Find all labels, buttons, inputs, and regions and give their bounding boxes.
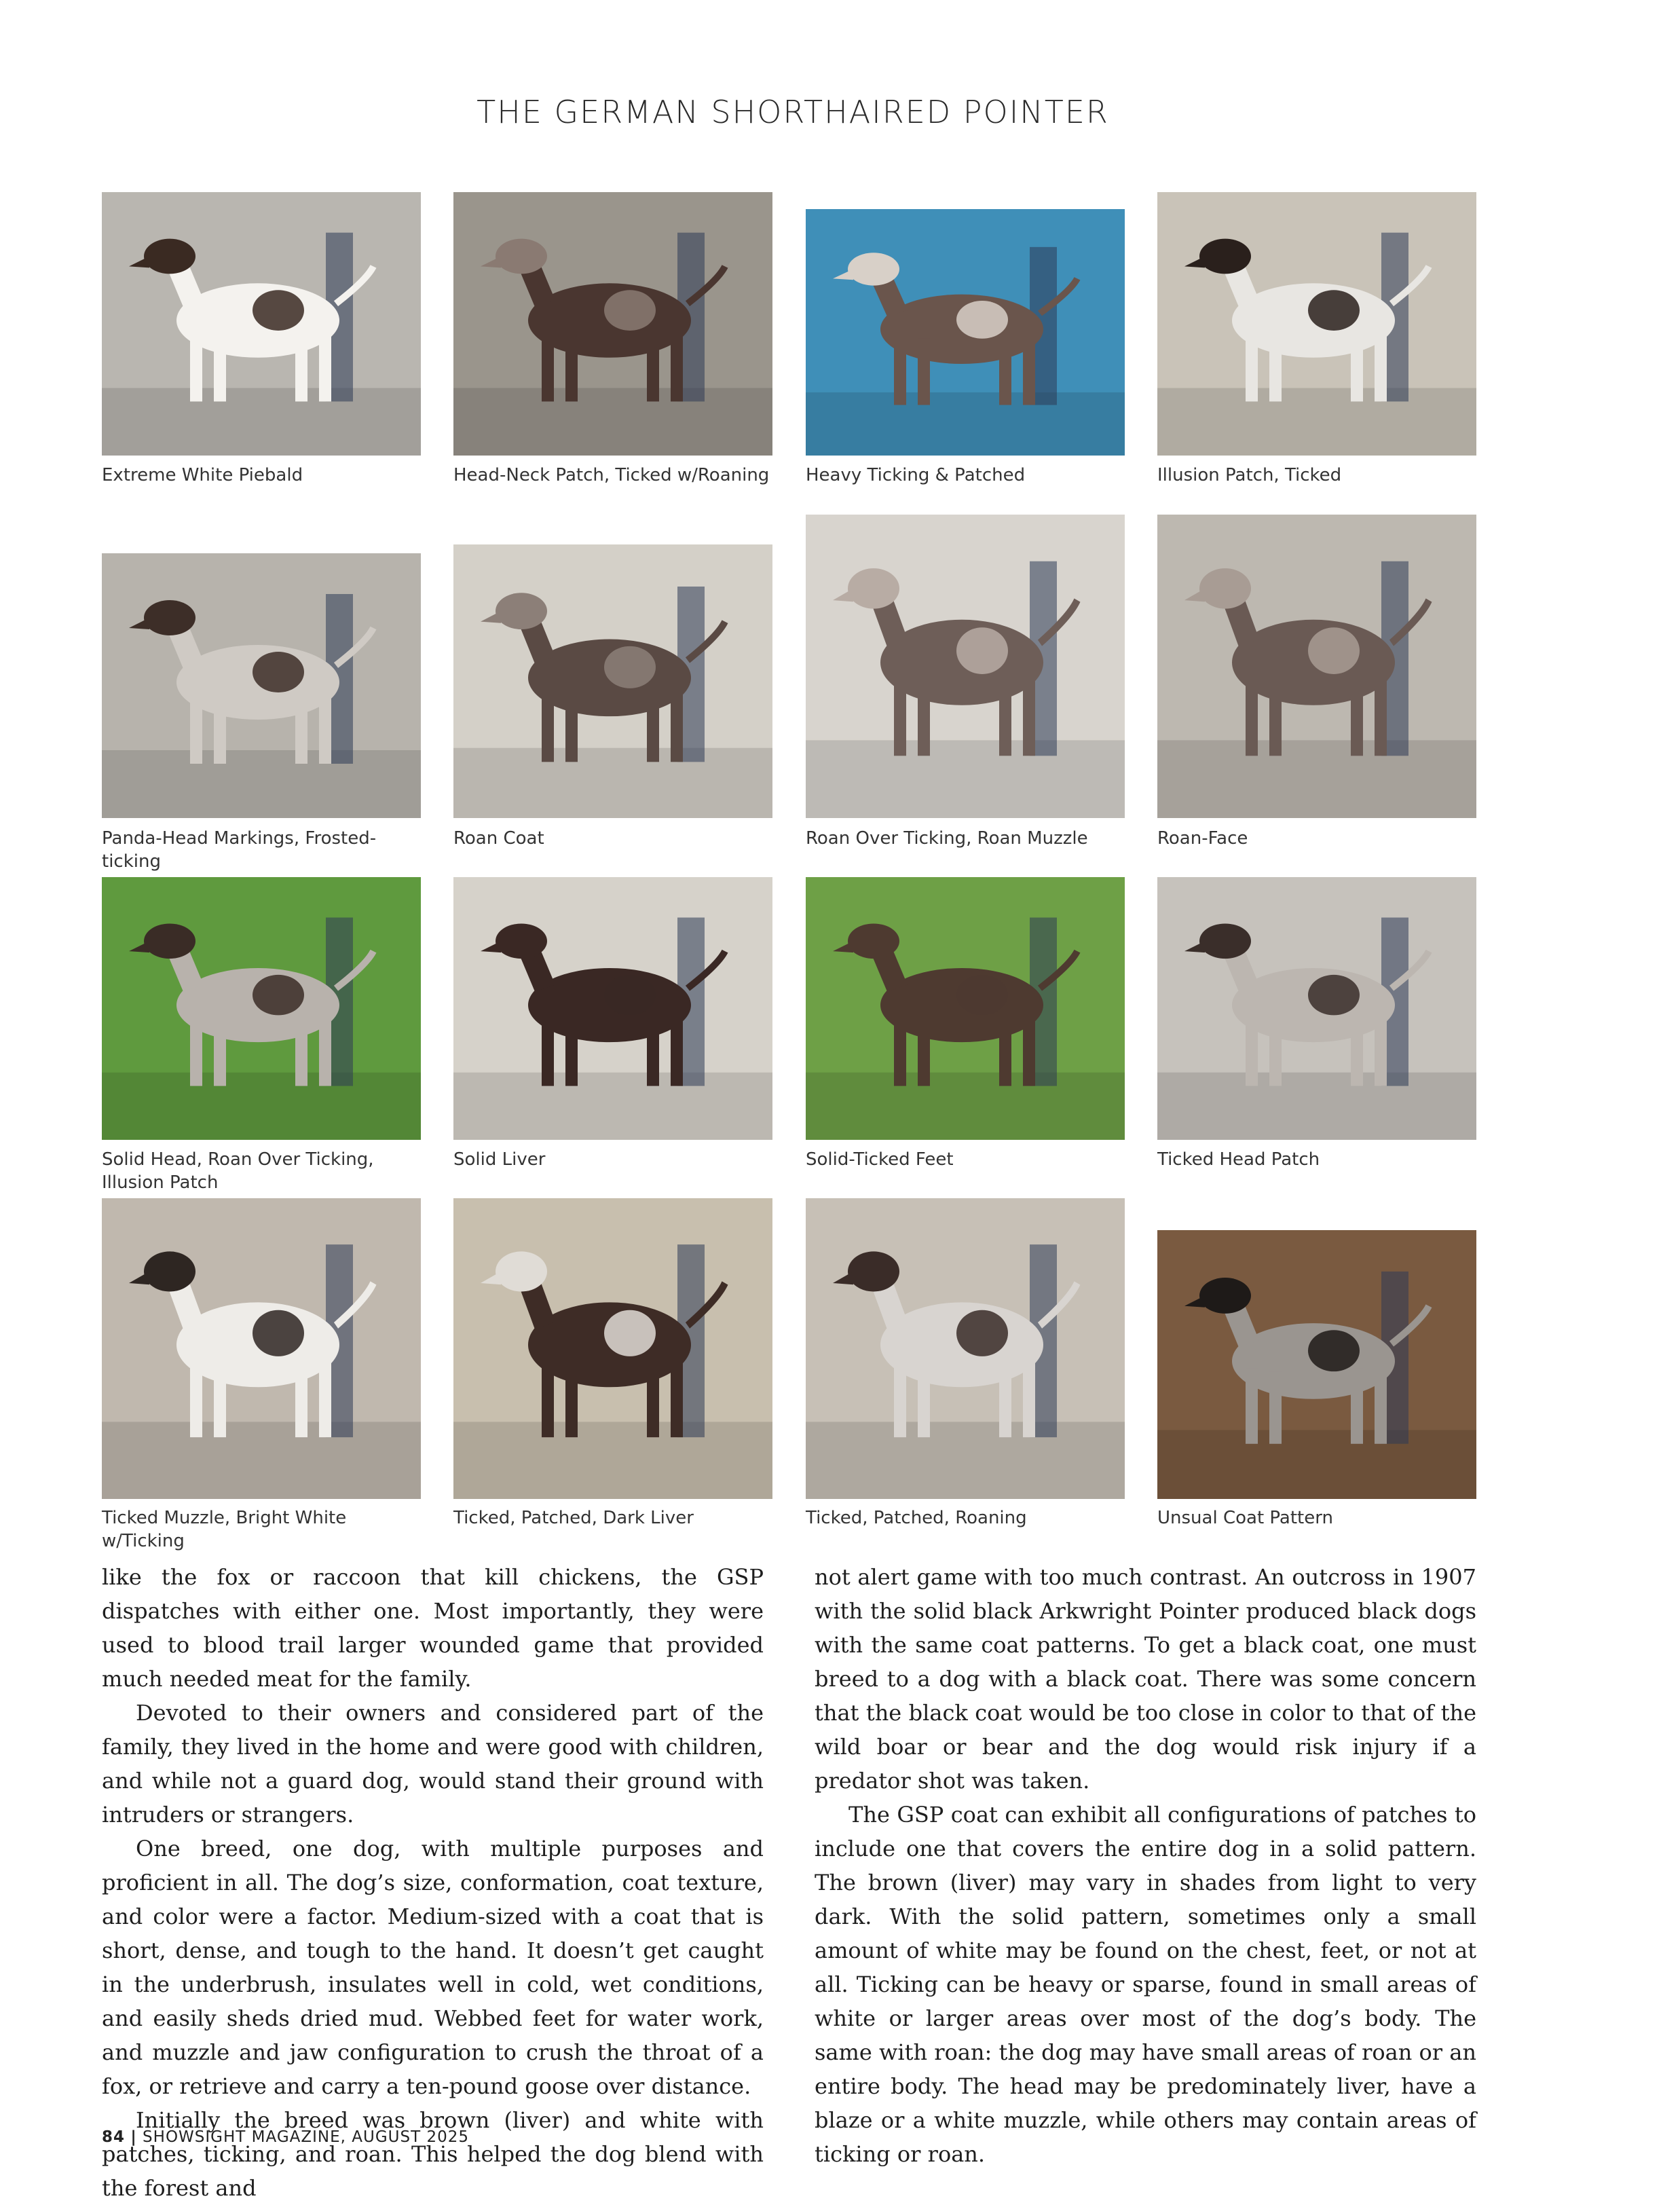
paragraph: like the fox or raccoon that kill chickens, the GSP dispatches with either one. Most importantly, they were used to blood trail larger wounded game that provided much needed meat for the family. (102, 1564, 764, 1692)
dog-photo (102, 192, 421, 456)
paragraph: One breed, one dog, with multiple purposes and proficient in all. The dog’s size, conformation, coat texture, and color were a factor. Medium-sized with a coat that is short, dense, and tough to the hand. It doesn’t get caught in the underbrush, insulates well in cold, wet conditions, and easily sheds dried mud. Webbed feet for water work, and muzzle and jaw configuration to crush the throat of a fox, or retrieve and carry a ten-pound goose over distance. (102, 1836, 764, 2099)
page-title: THE GERMAN SHORTHAIRED POINTER (477, 94, 1109, 130)
dog-photo (102, 553, 421, 818)
photo-caption: Solid Head, Roan Over Ticking, Illusion Patch (102, 1149, 374, 1193)
dog-photo (806, 877, 1125, 1140)
photo-caption: Roan-Face (1157, 828, 1248, 849)
dog-photo (1157, 877, 1476, 1140)
paragraph: Initially the breed was brown (liver) and white with patches, ticking, and roan. This helped the dog blend with the forest and (102, 2107, 764, 2201)
footer-separator: | (130, 2128, 137, 2146)
dog-photo (453, 544, 772, 818)
photo-caption: Solid Liver (453, 1149, 546, 1170)
photo-caption: Solid-Ticked Feet (806, 1149, 954, 1170)
text-column-right (815, 1560, 1476, 2171)
photo-caption: Panda-Head Markings, Frosted-ticking (102, 828, 377, 872)
dog-photo (806, 1198, 1125, 1499)
dog-photo (453, 1198, 772, 1499)
photo-caption: Ticked Muzzle, Bright White w/Ticking (102, 1508, 347, 1551)
dog-photo (806, 515, 1125, 818)
photo-caption: Illusion Patch, Ticked (1157, 465, 1342, 485)
dog-photo (1157, 192, 1476, 456)
photo-caption: Heavy Ticking & Patched (806, 465, 1026, 485)
dog-photo (102, 877, 421, 1140)
paragraph: Devoted to their owners and considered part of the family, they lived in the home and were good with children, and while not a guard dog, would stand their ground with intruders or strangers. (102, 1700, 764, 1828)
dog-photo (453, 877, 772, 1140)
photo-caption: Ticked, Patched, Dark Liver (453, 1508, 694, 1528)
page-number: 84 (102, 2128, 126, 2146)
photo-caption: Extreme White Piebald (102, 465, 303, 485)
photo-caption: Roan Coat (453, 828, 544, 849)
dog-photo (806, 209, 1125, 456)
text-column-left (102, 1560, 764, 2205)
photo-caption: Roan Over Ticking, Roan Muzzle (806, 828, 1088, 849)
page-footer (102, 2128, 469, 2146)
paragraph: The GSP coat can exhibit all configurations of patches to include one that covers the entire dog in a solid pattern. The brown (liver) may vary in shades from light to very dark. With the solid pattern, sometimes only a small amount of white may be found on the chest, feet, or not at all. Ticking can be heavy or sparse, found in small areas of white or larger areas over most of the dog’s body. The same with roan: the dog may have small areas of roan or an entire body. The head may be predominately liver, have a blaze or a white muzzle, while others may contain areas of ticking or roan. (815, 1802, 1476, 2167)
publication-name: SHOWSIGHT MAGAZINE, AUGUST 2025 (143, 2128, 469, 2146)
paragraph: not alert game with too much contrast. An outcross in 1907 with the solid black Arkwright Pointer produced black dogs with the same coat patterns. To get a black coat, one must breed to a dog with a black coat. There was some concern that the black coat would be too close in color to that of the wild boar or bear and the dog would risk injury if a predator shot was taken. (815, 1564, 1476, 1794)
photo-caption: Ticked, Patched, Roaning (806, 1508, 1027, 1528)
photo-caption: Head-Neck Patch, Ticked w/Roaning (453, 465, 770, 485)
photo-caption: Ticked Head Patch (1157, 1149, 1320, 1170)
dog-photo (102, 1198, 421, 1499)
photo-caption: Unsual Coat Pattern (1157, 1508, 1333, 1528)
dog-photo (453, 192, 772, 456)
dog-photo (1157, 515, 1476, 818)
dog-photo (1157, 1230, 1476, 1499)
